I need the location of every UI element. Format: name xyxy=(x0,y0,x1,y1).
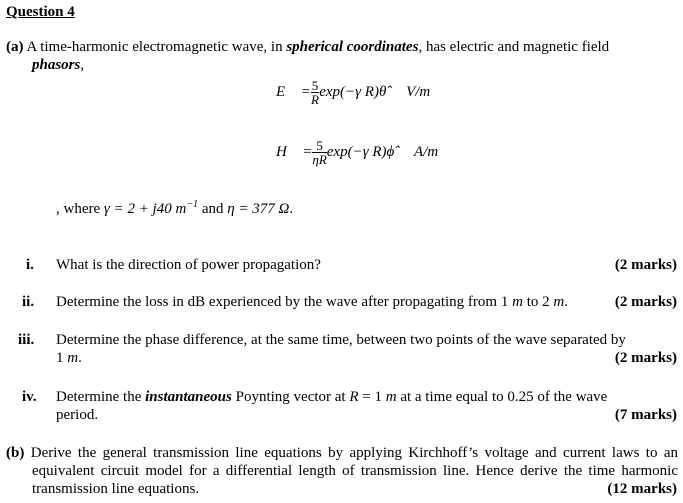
where-gamma: γ = 2 + j40 m xyxy=(103,201,187,217)
equation-h-denominator: ηR xyxy=(312,152,327,167)
item-ii-text-2: to 2 xyxy=(522,294,554,310)
item-ii-unit-2: m xyxy=(553,294,565,310)
where-clause xyxy=(56,200,293,218)
item-ii-text-1: Determine the loss in dB experienced by the wave after propagating from 1 xyxy=(56,294,513,310)
equation-e-rhs: exp(−γ R)θ̂ xyxy=(319,83,387,100)
equation-e-numerator: 5 xyxy=(311,78,319,93)
item-iv-text-1: Determine the xyxy=(56,389,146,405)
item-iii-text-line-2 xyxy=(56,349,82,367)
where-text-2: and xyxy=(198,201,228,217)
part-a-intro xyxy=(6,38,680,56)
item-iii-unit: m xyxy=(67,350,79,366)
where-text-3: . xyxy=(289,201,294,217)
item-iv-emphasis-instantaneous: instantaneous xyxy=(145,389,232,405)
item-iv-number: iv. xyxy=(22,389,37,405)
item-iv-unit: m xyxy=(385,389,397,405)
equation-e-field xyxy=(276,79,430,106)
item-iv-text-7: at a time equal to 0.25 of the wave xyxy=(396,389,608,405)
item-ii-marks: (2 marks) xyxy=(614,294,677,310)
part-b xyxy=(6,444,678,498)
equation-h-unit: A/m xyxy=(414,143,439,160)
equation-e-lhs: E⃗ = xyxy=(276,83,311,100)
part-a-emphasis-phasors: phasors xyxy=(32,57,81,73)
item-ii-text-3: . xyxy=(564,294,568,310)
equation-e-denominator: R xyxy=(310,92,319,107)
item-iii-text-line-1: Determine the phase difference, at the same time, between two points of the wave separated by xyxy=(56,332,626,348)
equation-h-rhs: exp(−γ R)ϕ̂ xyxy=(326,143,395,160)
part-b-text: Derive the general transmission line equations by applying Kirchhoff’s voltage and current laws to an equivalent circuit model for a differential length of transmission line. Hence derive the time harmonic transmission line equations. xyxy=(30,445,679,497)
part-b-body xyxy=(6,444,678,498)
item-iii-marks: (2 marks) xyxy=(614,350,677,366)
equation-h-numerator: 5 xyxy=(312,139,326,153)
part-a-text-1: A time-harmonic electromagnetic wave, in xyxy=(26,39,287,55)
question-title: Question 4 xyxy=(6,4,75,20)
equation-h-fraction xyxy=(312,139,326,166)
item-i-marks: (2 marks) xyxy=(614,257,677,273)
item-ii-text xyxy=(56,293,568,311)
part-b-marks: (12 marks) xyxy=(607,481,677,497)
part-a-emphasis-spherical: spherical coordinates xyxy=(286,39,419,55)
item-iv-text-line-2: period. xyxy=(56,407,99,423)
equation-e-fraction xyxy=(311,79,320,106)
item-i-text: What is the direction of power propagation? xyxy=(56,257,321,273)
item-iii-text-2a: 1 xyxy=(56,350,68,366)
item-iii-text-2c: . xyxy=(78,350,82,366)
where-text-1: , where xyxy=(56,201,104,217)
part-a-label: (a) xyxy=(6,39,24,55)
part-b-label: (b) xyxy=(6,445,25,461)
item-iv-text-5: = 1 xyxy=(358,389,386,405)
equation-h-lhs: H⃗ = xyxy=(276,143,313,160)
where-gamma-exponent: −1 xyxy=(186,199,199,210)
part-a-intro-line-2 xyxy=(32,56,84,74)
item-i-number: i. xyxy=(26,257,34,273)
item-ii-unit-1: m xyxy=(512,294,523,310)
item-iv-text-3: Poynting vector at xyxy=(231,389,350,405)
part-a-text-5: , xyxy=(80,57,85,73)
item-iii-number: iii. xyxy=(18,332,35,348)
item-ii-number: ii. xyxy=(22,294,35,310)
equation-h-field xyxy=(276,139,438,166)
part-a-text-3: , has electric and magnetic field xyxy=(418,39,610,55)
item-iv-marks: (7 marks) xyxy=(614,407,677,423)
where-eta: η = 377 Ω xyxy=(227,201,290,217)
item-iv-text-line-1 xyxy=(56,388,607,406)
equation-e-unit: V/m xyxy=(406,83,431,100)
item-iv-variable-r: R xyxy=(349,389,359,405)
